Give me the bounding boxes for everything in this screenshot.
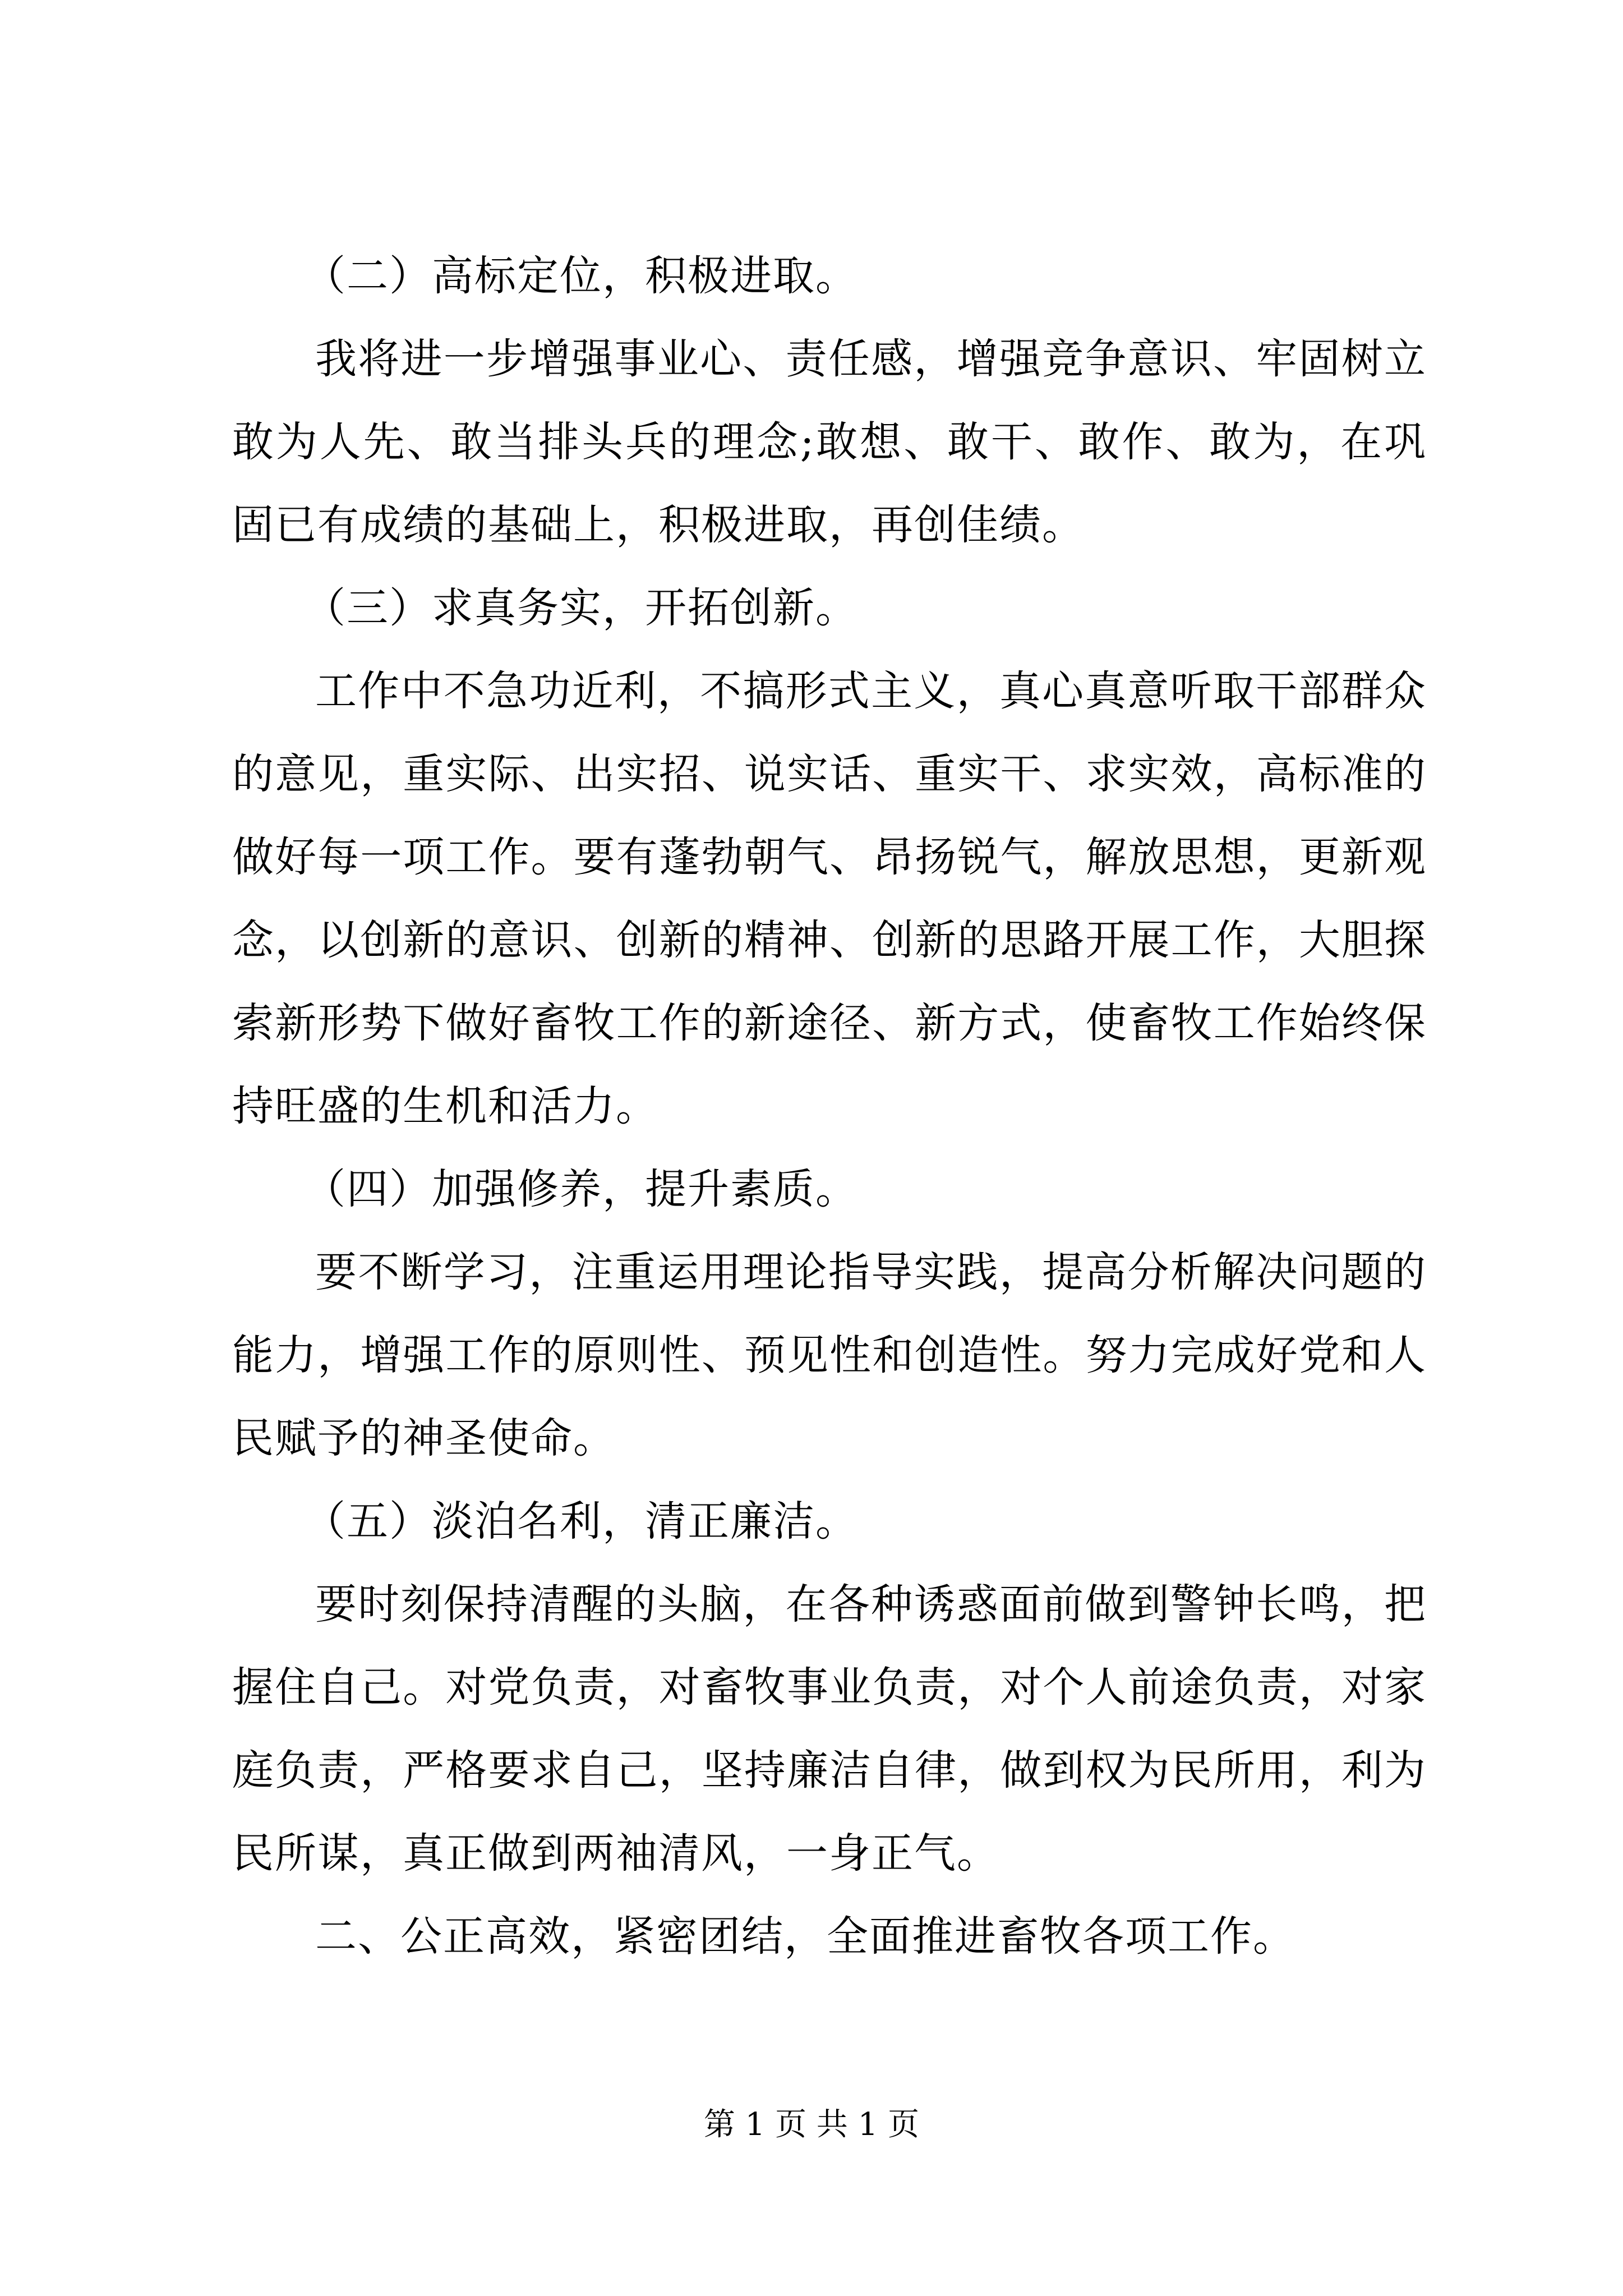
paragraph-line: 能力，增强工作的原则性、预见性和创造性。努力完成好党和人 bbox=[232, 1331, 1427, 1379]
paragraph-line: 工作中不急功近利，不搞形式主义，真心真意听取干部群众 bbox=[315, 667, 1427, 715]
paragraph-line: 要不断学习，注重运用理论指导实践，提高分析解决问题的 bbox=[315, 1248, 1427, 1296]
paragraph-line: 庭负责，严格要求自己，坚持廉洁自律，做到权为民所用，利为 bbox=[232, 1746, 1427, 1795]
page-footer bbox=[0, 2102, 1623, 2147]
paragraph-line: 敢为人先、敢当排头兵的理念;敢想、敢干、敢作、敢为，在巩 bbox=[232, 418, 1427, 466]
paragraph-line: 我将进一步增强事业心、责任感，增强竞争意识、牢固树立 bbox=[315, 335, 1427, 383]
paragraph-line: 握住自己。对党负责，对畜牧事业负责，对个人前途负责，对家 bbox=[232, 1663, 1427, 1711]
paragraph-line: 要时刻保持清醒的头脑，在各种诱惑面前做到警钟长鸣，把 bbox=[315, 1580, 1427, 1628]
section-heading-3: （三）求真务实，开拓创新。 bbox=[304, 584, 858, 632]
paragraph-line: 民赋予的神圣使命。 bbox=[232, 1414, 616, 1462]
paragraph-line: 固已有成绩的基础上，积极进取，再创佳绩。 bbox=[232, 501, 1085, 549]
section-heading-5: （五）淡泊名利，清正廉洁。 bbox=[304, 1497, 858, 1545]
section-heading-4: （四）加强修养，提升素质。 bbox=[304, 1165, 858, 1213]
paragraph-line: 持旺盛的生机和活力。 bbox=[232, 1082, 658, 1130]
section-heading-2: （二）高标定位，积极进取。 bbox=[304, 252, 858, 300]
paragraph-line: 念，以创新的意识、创新的精神、创新的思路开展工作，大胆探 bbox=[232, 916, 1427, 964]
paragraph-line: 索新形势下做好畜牧工作的新途径、新方式，使畜牧工作始终保 bbox=[232, 999, 1427, 1047]
page-number-label: 第 1 页 共 1 页 bbox=[703, 2106, 920, 2143]
section-heading-major: 二、公正高效，紧密团结，全面推进畜牧各项工作。 bbox=[315, 1912, 1295, 1961]
paragraph-line: 的意见，重实际、出实招、说实话、重实干、求实效，高标准的 bbox=[232, 750, 1427, 798]
paragraph-line: 民所谋，真正做到两袖清风，一身正气。 bbox=[232, 1829, 999, 1878]
document-body bbox=[232, 234, 1427, 1978]
paragraph-line: 做好每一项工作。要有蓬勃朝气、昂扬锐气，解放思想，更新观 bbox=[232, 833, 1427, 881]
